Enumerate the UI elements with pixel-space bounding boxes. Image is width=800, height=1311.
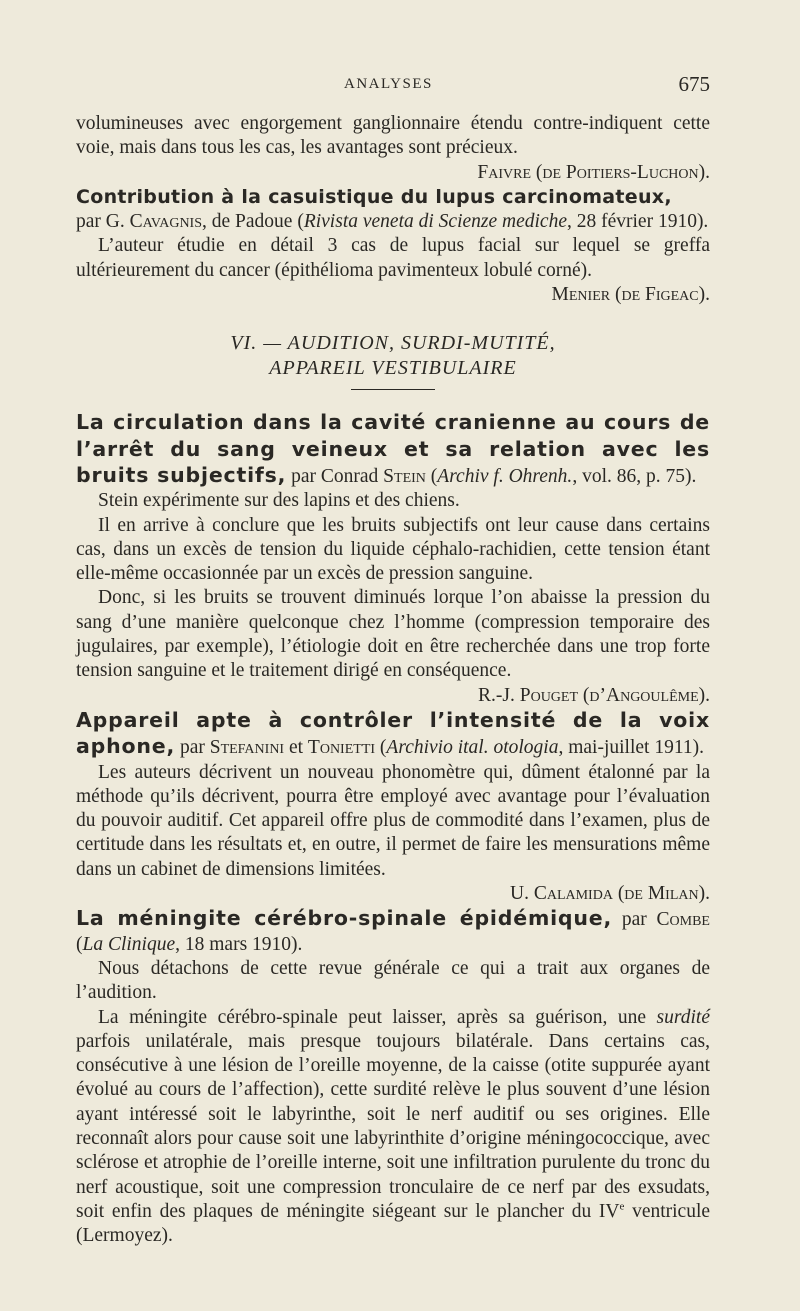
article-heading bbox=[76, 185, 710, 210]
signature: Menier (de Figeac). bbox=[551, 284, 710, 306]
article-title: Appareil apte à contrôler l’intensité de la voix aphone, bbox=[76, 707, 710, 759]
article-heading: La méningite cérébro-spinale épidémique, par Combe (La Clinique, 18 mars 1910). bbox=[76, 906, 710, 955]
article-title: Contribution à la casuistique du lupus carcinomateux, bbox=[76, 185, 672, 208]
paragraph: Stein expérimente sur des lapins et des chiens. bbox=[98, 490, 460, 512]
author: Stein bbox=[383, 465, 426, 487]
page-header bbox=[0, 72, 800, 102]
author: Cavagnis bbox=[129, 211, 203, 233]
paragraph: Donc, si les bruits se trouvent diminués lorque l’on abaisse la pression du sang d’une manière quelconque chez l’homme (compression temporaire des jugulaires, par exemple), l’étiologie doit en être recherchée dans une trop forte tension sanguine et le traitement dirigé en conséquence. bbox=[76, 587, 710, 682]
page-body bbox=[76, 112, 710, 1248]
article-heading: Appareil apte à contrôler l’intensité de la voix aphone, par Stefanini et Tonietti (Archivio ital. otologia, mai-juillet 1911). bbox=[76, 707, 710, 759]
journal: Archiv f. Ohrenh. bbox=[437, 465, 573, 487]
paragraph: L’auteur étudie en détail 3 cas de lupus facial sur lequel se greffa ultérieurement du cancer (épithélioma pavimenteux lobulé corné). bbox=[76, 235, 710, 281]
author: Stefanini bbox=[209, 737, 285, 759]
journal: Rivista veneta di Scienze mediche bbox=[303, 211, 567, 233]
journal: La Clinique bbox=[82, 933, 176, 955]
paragraph: Nous détachons de cette revue générale ce qui a trait aux organes de l’audition. bbox=[76, 957, 710, 1004]
article-heading: La circulation dans la cavité cranienne au cours de l’arrêt du sang veineux et sa relation avec les bruits subjectifs, par Conrad Stein (Archiv f. Ohrenh., vol. 86, p. 75). bbox=[76, 410, 710, 487]
article-title: La circulation dans la cavité cranienne au cours de l’arrêt du sang veineux et sa relation avec les bruits subjectifs, bbox=[76, 410, 710, 487]
article-title: La méningite cérébro-spinale épidémique, bbox=[76, 906, 613, 931]
author: Tonietti bbox=[307, 737, 376, 759]
paragraph: Il en arrive à conclure que les bruits subjectifs ont leur cause dans certains cas, dans un excès de tension du liquide céphalo-rachidien, cette tension étant elle-même occasionnée par un excès de pression sanguine. bbox=[76, 514, 710, 585]
paragraph: La méningite cérébro-spinale peut laisser, après sa guérison, une surdité parfois unilatérale, mais presque toujours bilatérale. Dans certains cas, consécutive à une lésion de l’oreille moyenne, de la caisse (otite suppurée ayant évolué au cours de l’affection), cette surdité relève le plus souvent d’une lésion ayant intéressé soit le labyrinthe, soit le nerf auditif ou ses origines. Elle reconnaît alors pour cause soit une labyrinthite d’origine méningococcique, avec sclérose et atrophie de l’oreille interne, soit une infiltration purulente du tronc du nerf acoustique, soit une compression tronculaire de ce nerf par des exsudats, soit enfin des plaques de méningite siégeant sur le plancher du IVe ventricule (Lermoyez). bbox=[76, 1006, 711, 1247]
signature: Faivre (de Poitiers-Luchon). bbox=[477, 161, 710, 183]
signature: U. Calamida (de Milan). bbox=[510, 883, 710, 905]
paragraph: Les auteurs décrivent un nouveau phonomètre qui, dûment étalonné par la méthode qu’ils décrivent, pourra être employé avec avantage pour l’évaluation du pouvoir auditif. Cet appareil offre plus de commodité dans l’examen, plus de certitude dans les résultats et, en outre, il permet de faire les mensurations même dans un cabinet de dimensions limitées. bbox=[76, 761, 710, 880]
page-number: 675 bbox=[678, 72, 710, 96]
continued-paragraph: volumineuses avec engorgement ganglionnaire étendu contre-indiquent cette voie, mais dans tous les cas, les avantages sont précieux. bbox=[76, 113, 710, 159]
journal: Archivio ital. otologia bbox=[386, 737, 559, 759]
divider-rule bbox=[351, 389, 435, 390]
article-citation: par G. Cavagnis, de Padoue (Rivista veneta di Scienze mediche, 28 février 1910). bbox=[76, 211, 709, 233]
signature: R.-J. Pouget (d’Angoulême). bbox=[478, 684, 710, 706]
author: Combe bbox=[656, 909, 710, 931]
section-heading: VI. — AUDITION, SURDI-MUTITÉ, APPAREIL VESTIBULAIRE bbox=[230, 332, 556, 380]
running-title: ANALYSES bbox=[344, 76, 433, 92]
